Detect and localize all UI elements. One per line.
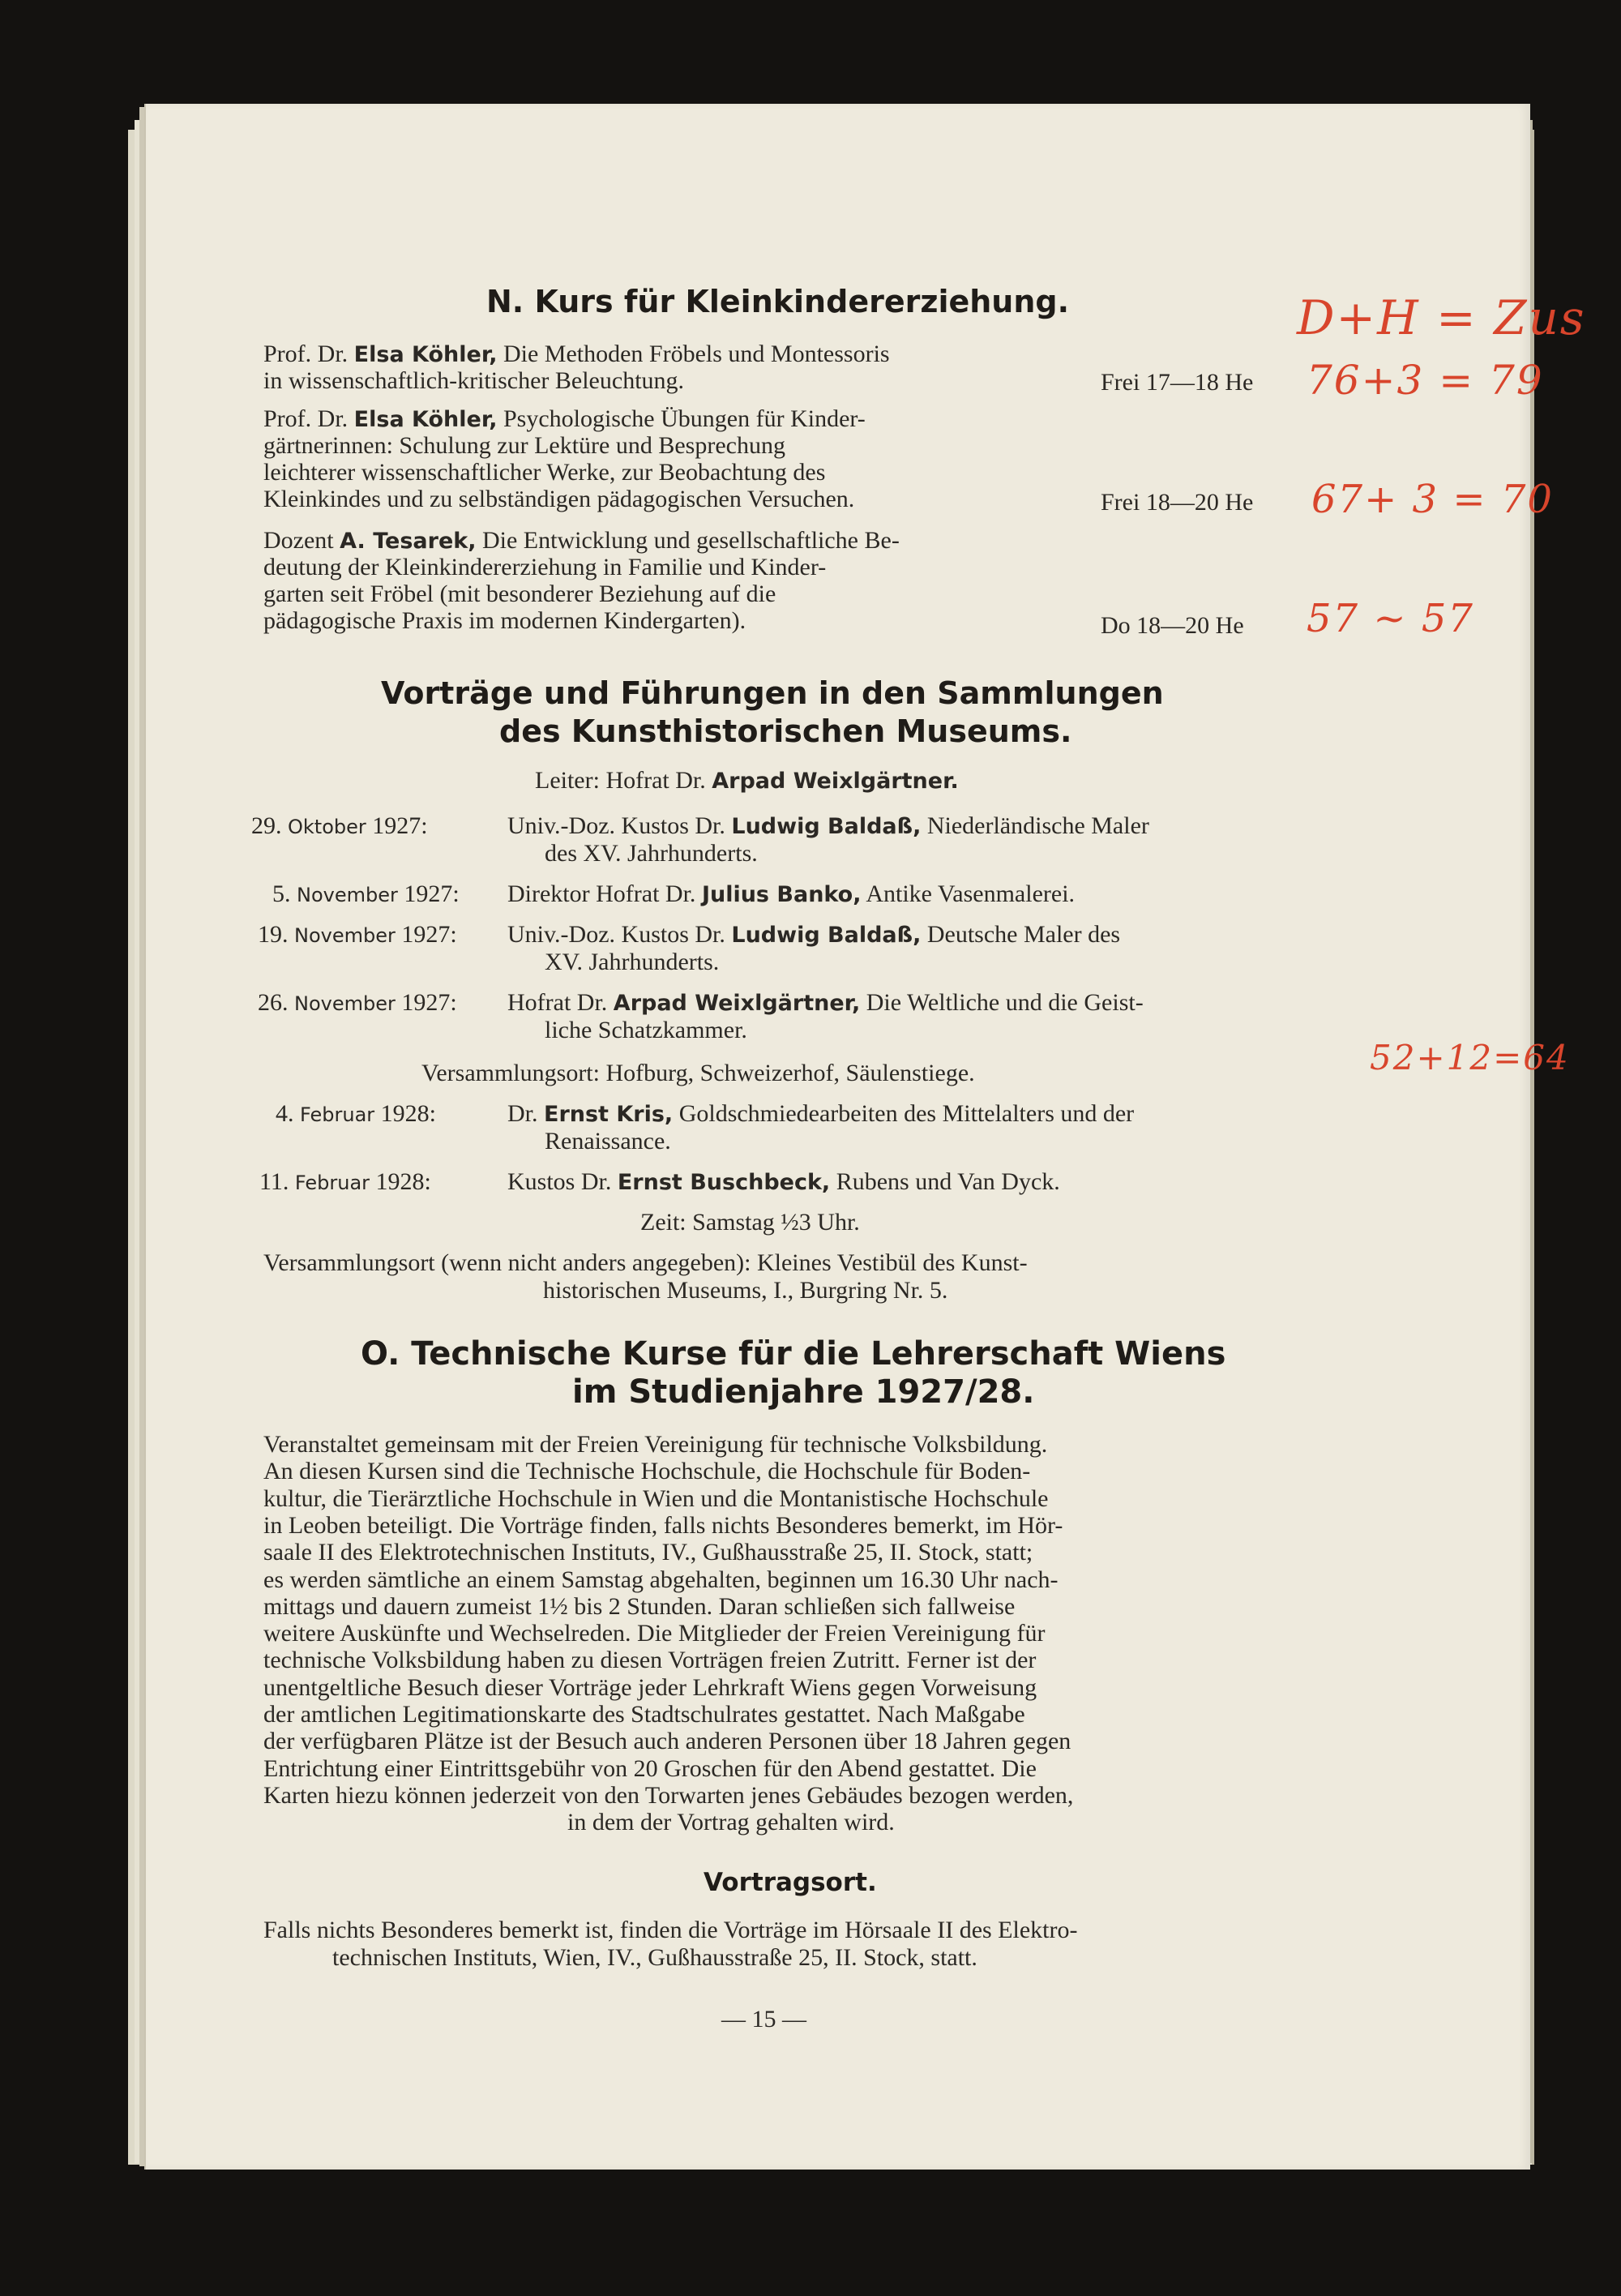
museum-date-2: 5. November 1927: <box>272 880 460 907</box>
museum-place-line-2: historischen Museums, I., Burgring Nr. 5. <box>543 1277 948 1304</box>
lecturer-name: A. Tesarek, <box>340 529 477 554</box>
course-2-schedule: Frei 18—20 He <box>1101 489 1254 516</box>
handwritten-note-1: 76+3 = 79 <box>1307 357 1544 404</box>
museum-entry-6: Kustos Dr. Ernst Buschbeck, Rubens und Van Dyck. <box>507 1168 1060 1195</box>
leader-name: Arpad Weixlgärtner. <box>712 769 959 794</box>
course-3-line-3: garten seit Fröbel (mit besonderer Beziehung auf die <box>263 580 776 607</box>
lecturer-name: Elsa Köhler, <box>353 407 498 432</box>
course-1-line-2: in wissenschaftlich-kritischer Beleuchtung. <box>263 367 685 394</box>
course-2-line-2: gärtnerinnen: Schulung zur Lektüre und Besprechung <box>263 432 785 459</box>
venue-line-1: Falls nichts Besonderes bemerkt ist, finden die Vorträge im Hörsaale II des Elektro- <box>263 1917 1078 1943</box>
paragraph-line: der amtlichen Legitimationskarte des Stadtschulrates gestattet. Nach Maßgabe <box>263 1701 1025 1728</box>
paragraph-line: mittags und dauern zumeist 1½ bis 2 Stunden. Daran schließen sich fallweise <box>263 1592 1016 1620</box>
museum-entry-1-cont: des XV. Jahrhunderts. <box>545 840 758 867</box>
course-1-schedule: Frei 17—18 He <box>1101 369 1254 396</box>
paragraph-line: in dem der Vortrag gehalten wird. <box>567 1809 895 1836</box>
museum-date-3: 19. November 1927: <box>258 921 457 948</box>
handwritten-note-2: 67+ 3 = 70 <box>1311 477 1554 522</box>
handwritten-side-note: 52+12=64 <box>1370 1038 1570 1077</box>
museum-place-line-1: Versammlungsort (wenn nicht anders angegeben): Kleines Vestibül des Kunst- <box>263 1249 1028 1276</box>
museum-date-4: 26. November 1927: <box>258 989 457 1016</box>
museum-entry-3: Univ.-Doz. Kustos Dr. Ludwig Baldaß, Deutsche Maler des <box>507 921 1121 948</box>
course-3-line-4: pädagogische Praxis im modernen Kindergarten). <box>263 607 746 634</box>
museum-entry-5-cont: Renaissance. <box>545 1128 671 1154</box>
venue-line-2: technischen Instituts, Wien, IV., Gußhausstraße 25, II. Stock, statt. <box>332 1944 977 1971</box>
course-3-schedule: Do 18—20 He <box>1101 612 1244 639</box>
page-number: — 15 — <box>721 2006 806 2033</box>
museum-title-line-1: Vorträge und Führungen in den Sammlungen <box>381 675 1164 711</box>
handwritten-note-top: D+H = Zus <box>1297 290 1586 345</box>
museum-entry-4: Hofrat Dr. Arpad Weixlgärtner, Die Weltliche und die Geist- <box>507 989 1144 1016</box>
paragraph-line: kultur, die Tierärztliche Hochschule in Wien und die Montanistische Hochschule <box>263 1484 1049 1512</box>
paragraph-line: Entrichtung einer Eintrittsgebühr von 20 Groschen für den Abend gestattet. Die <box>263 1754 1037 1782</box>
paragraph-line: saale II des Elektrotechnischen Instituts, IV., Gußhausstraße 25, II. Stock, statt; <box>263 1539 1033 1566</box>
section-o-title-line-2: im Studienjahre 1927/28. <box>572 1373 1035 1411</box>
paragraph-line: es werden sämtliche an einem Samstag abgehalten, beginnen um 16.30 Uhr nach- <box>263 1566 1059 1593</box>
paragraph-line: der verfügbaren Plätze ist der Besuch auch anderen Personen über 18 Jahren gegen <box>263 1728 1071 1755</box>
museum-date-6: 11. Februar 1928: <box>259 1168 431 1195</box>
museum-entry-1: Univ.-Doz. Kustos Dr. Ludwig Baldaß, Niederländische Maler <box>507 812 1149 839</box>
museum-entry-3-cont: XV. Jahrhunderts. <box>545 949 720 975</box>
paragraph-line: Karten hiezu können jederzeit von den Torwarten jenes Gebäudes bezogen werden, <box>263 1781 1074 1809</box>
paragraph-line: Veranstaltet gemeinsam mit der Freien Vereinigung für technische Volksbildung. <box>263 1431 1048 1458</box>
museum-date-5: 4. Februar 1928: <box>276 1100 436 1127</box>
museum-time: Zeit: Samstag ½3 Uhr. <box>640 1209 860 1236</box>
course-3-line-1: Dozent A. Tesarek, Die Entwicklung und gesellschaftliche Be- <box>263 527 900 554</box>
section-n-title: N. Kurs für Kleinkindererziehung. <box>486 284 1070 319</box>
paragraph-line: in Leoben beteiligt. Die Vorträge finden, falls nichts Besonderes bemerkt, im Hör- <box>263 1511 1063 1539</box>
museum-leader: Leiter: Hofrat Dr. Arpad Weixlgärtner. <box>535 767 959 794</box>
section-o-title-line-1: O. Technische Kurse für die Lehrerschaft Wiens <box>361 1335 1226 1373</box>
museum-title-line-2: des Kunsthistorischen Museums. <box>499 713 1072 749</box>
paragraph-line: An diesen Kursen sind die Technische Hochschule, die Hochschule für Boden- <box>263 1458 1031 1485</box>
museum-entry-5: Dr. Ernst Kris, Goldschmiedearbeiten des Mittelalters und der <box>507 1100 1135 1127</box>
paragraph-line: unentgeltliche Besuch dieser Vorträge jeder Lehrkraft Wiens gegen Vorweisung <box>263 1673 1037 1701</box>
museum-date-1: 29. Oktober 1927: <box>251 812 428 839</box>
course-1-line-1: Prof. Dr. Elsa Köhler, Die Methoden Fröbels und Montessoris <box>263 341 890 367</box>
course-3-line-2: deutung der Kleinkindererziehung in Familie und Kinder- <box>263 554 827 580</box>
lecturer-name: Elsa Köhler, <box>353 342 498 367</box>
course-2-line-3: leichterer wissenschaftlicher Werke, zur Beobachtung des <box>263 459 826 486</box>
museum-entry-4-cont: liche Schatzkammer. <box>545 1017 747 1043</box>
paragraph-line: weitere Auskünfte und Wechselreden. Die Mitglieder der Freien Vereinigung für <box>263 1620 1046 1647</box>
handwritten-note-3: 57 ~ 57 <box>1307 596 1474 641</box>
course-2-line-1: Prof. Dr. Elsa Köhler, Psychologische Übungen für Kinder- <box>263 405 866 432</box>
venue-title: Vortragsort. <box>704 1868 877 1897</box>
paragraph-line: technische Volksbildung haben zu diesen Vorträgen freien Zutritt. Ferner ist der <box>263 1647 1037 1674</box>
museum-entry-2: Direktor Hofrat Dr. Julius Banko, Antike Vasenmalerei. <box>507 880 1076 907</box>
course-2-line-4: Kleinkindes und zu selbständigen pädagogischen Versuchen. <box>263 486 855 512</box>
museum-meeting-place: Versammlungsort: Hofburg, Schweizerhof, Säulenstiege. <box>421 1060 975 1086</box>
